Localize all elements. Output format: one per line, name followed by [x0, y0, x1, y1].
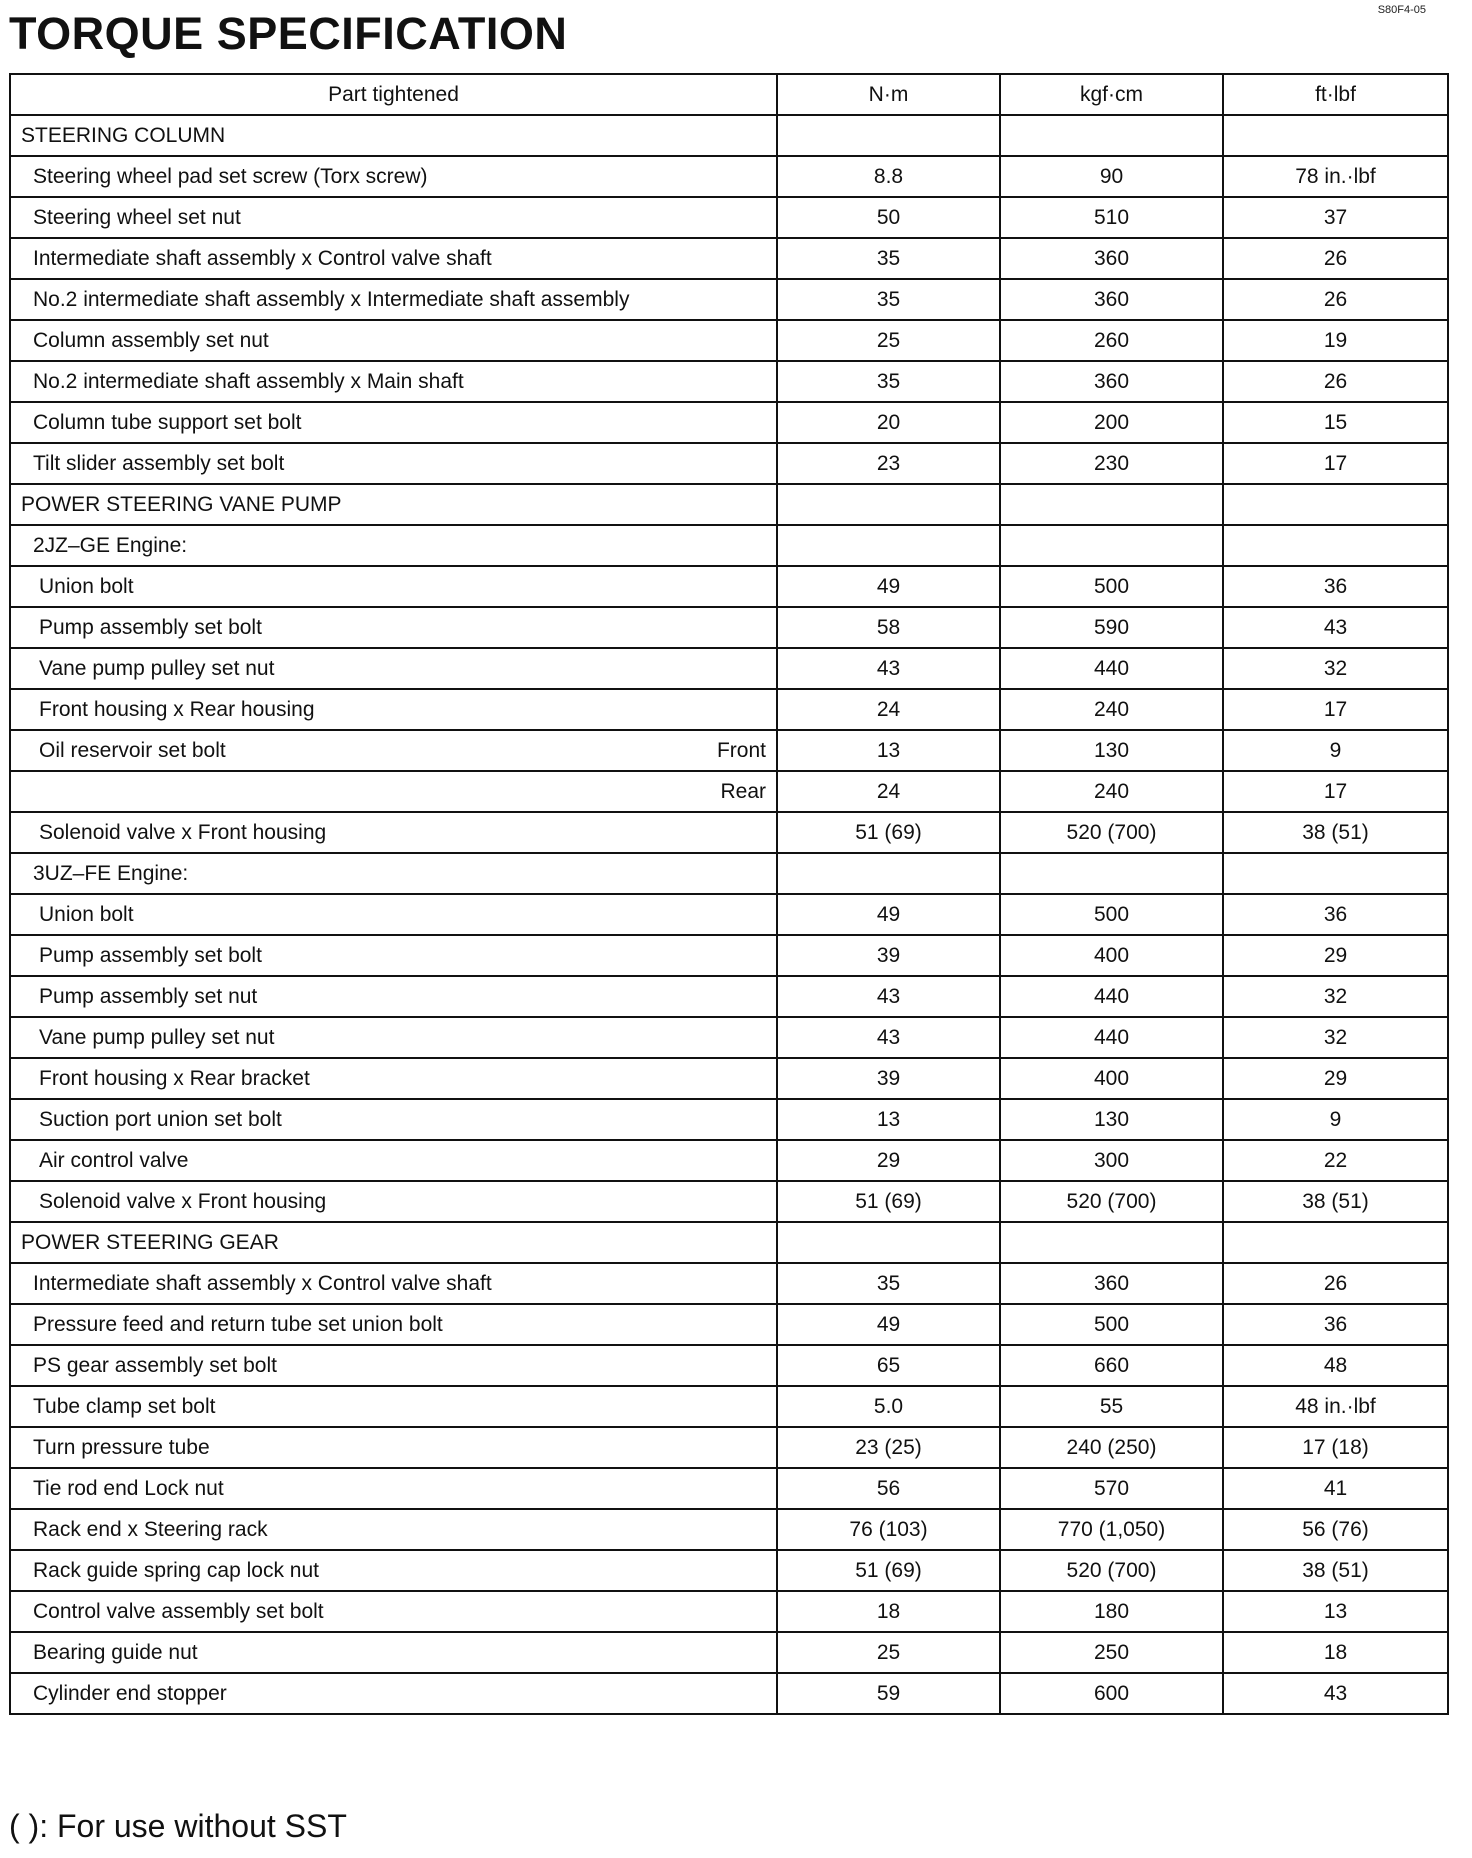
- part-cell: [10, 1058, 777, 1099]
- part-label: 2JZ–GE Engine:: [33, 533, 188, 557]
- ftlbf-cell: 36: [1223, 894, 1448, 935]
- kgfcm-cell: 520 (700): [1000, 812, 1223, 853]
- kgfcm-cell: 240 (250): [1000, 1427, 1223, 1468]
- table-row: [10, 1222, 1448, 1263]
- nm-cell: 76 (103): [777, 1509, 1000, 1550]
- part-label: Union bolt: [39, 902, 134, 926]
- part-label: Front housing x Rear housing: [39, 697, 315, 721]
- table-row: [10, 402, 1448, 443]
- part-cell: [10, 197, 777, 238]
- torque-spec-table: [9, 73, 1449, 1715]
- part-label: Pressure feed and return tube set union bolt: [33, 1312, 443, 1336]
- table-row: [10, 279, 1448, 320]
- table-row: [10, 1386, 1448, 1427]
- kgfcm-cell: 770 (1,050): [1000, 1509, 1223, 1550]
- nm-cell: 51 (69): [777, 1550, 1000, 1591]
- nm-cell: 24: [777, 689, 1000, 730]
- part-cell: [10, 1509, 777, 1550]
- ftlbf-cell: 38 (51): [1223, 1181, 1448, 1222]
- part-position: Rear: [720, 779, 766, 803]
- ftlbf-cell: 43: [1223, 1673, 1448, 1714]
- table-row: [10, 1181, 1448, 1222]
- kgfcm-cell: 520 (700): [1000, 1550, 1223, 1591]
- part-cell: [10, 402, 777, 443]
- kgfcm-cell: 510: [1000, 197, 1223, 238]
- kgfcm-cell: 130: [1000, 730, 1223, 771]
- table-row: [10, 1263, 1448, 1304]
- part-label: Air control valve: [39, 1148, 189, 1172]
- table-row: [10, 1345, 1448, 1386]
- table-row: [10, 1509, 1448, 1550]
- kgfcm-cell: 440: [1000, 1017, 1223, 1058]
- part-label: Tilt slider assembly set bolt: [33, 451, 285, 475]
- kgfcm-cell: 570: [1000, 1468, 1223, 1509]
- ftlbf-cell: 29: [1223, 935, 1448, 976]
- table-row: [10, 1591, 1448, 1632]
- ftlbf-cell: 29: [1223, 1058, 1448, 1099]
- ftlbf-cell: 19: [1223, 320, 1448, 361]
- header-nm: N·m: [777, 74, 1000, 115]
- part-cell: [10, 607, 777, 648]
- nm-cell: 18: [777, 1591, 1000, 1632]
- nm-cell: 13: [777, 730, 1000, 771]
- kgfcm-cell: 230: [1000, 443, 1223, 484]
- part-cell: [10, 1263, 777, 1304]
- part-label: Rack end x Steering rack: [33, 1517, 268, 1541]
- part-cell: [10, 1468, 777, 1509]
- part-label: 3UZ–FE Engine:: [33, 861, 189, 885]
- table-row: [10, 853, 1448, 894]
- part-cell: [10, 894, 777, 935]
- part-cell: [10, 320, 777, 361]
- table-row: [10, 1099, 1448, 1140]
- table-row: [10, 566, 1448, 607]
- table-row: [10, 689, 1448, 730]
- table-row: [10, 1017, 1448, 1058]
- nm-cell: 8.8: [777, 156, 1000, 197]
- ftlbf-cell: 38 (51): [1223, 812, 1448, 853]
- table-row: [10, 115, 1448, 156]
- part-label: STEERING COLUMN: [21, 123, 226, 147]
- part-label: Pump assembly set nut: [39, 984, 258, 1008]
- ftlbf-cell: 37: [1223, 197, 1448, 238]
- table-row: [10, 607, 1448, 648]
- part-cell: [10, 1304, 777, 1345]
- part-label: Control valve assembly set bolt: [33, 1599, 324, 1623]
- ftlbf-cell: 17 (18): [1223, 1427, 1448, 1468]
- nm-cell: 43: [777, 976, 1000, 1017]
- nm-cell: 59: [777, 1673, 1000, 1714]
- part-cell: [10, 238, 777, 279]
- ftlbf-cell: 56 (76): [1223, 1509, 1448, 1550]
- nm-cell: 43: [777, 648, 1000, 689]
- table-row: [10, 1673, 1448, 1714]
- nm-cell: 58: [777, 607, 1000, 648]
- table-row: [10, 197, 1448, 238]
- part-cell: [10, 1673, 777, 1714]
- part-cell: [10, 443, 777, 484]
- table-row: [10, 238, 1448, 279]
- part-label: Vane pump pulley set nut: [39, 1025, 275, 1049]
- kgfcm-cell: 400: [1000, 935, 1223, 976]
- table-row: [10, 361, 1448, 402]
- part-label: Steering wheel pad set screw (Torx screw): [33, 164, 428, 188]
- ftlbf-cell: 48 in.·lbf: [1223, 1386, 1448, 1427]
- table-row: [10, 894, 1448, 935]
- nm-cell: 25: [777, 320, 1000, 361]
- part-position: Front: [716, 738, 766, 762]
- nm-cell: 35: [777, 279, 1000, 320]
- part-cell: [10, 689, 777, 730]
- ftlbf-cell: 26: [1223, 238, 1448, 279]
- table-row: [10, 648, 1448, 689]
- part-cell: [10, 730, 777, 771]
- nm-cell: 23 (25): [777, 1427, 1000, 1468]
- table-row: [10, 976, 1448, 1017]
- ftlbf-cell: 32: [1223, 1017, 1448, 1058]
- nm-cell: [777, 1222, 1000, 1263]
- kgfcm-cell: [1000, 525, 1223, 566]
- ftlbf-cell: 26: [1223, 279, 1448, 320]
- header-ftlbf: ft·lbf: [1223, 74, 1448, 115]
- part-label: Rack guide spring cap lock nut: [33, 1558, 319, 1582]
- part-label: No.2 intermediate shaft assembly x Main shaft: [33, 369, 464, 393]
- nm-cell: 35: [777, 361, 1000, 402]
- nm-cell: 43: [777, 1017, 1000, 1058]
- nm-cell: 35: [777, 238, 1000, 279]
- header-kgf: kgf·cm: [1000, 74, 1223, 115]
- part-label: Tie rod end Lock nut: [33, 1476, 224, 1500]
- document-code: S80F4-05: [1377, 4, 1426, 16]
- part-label: Pump assembly set bolt: [39, 615, 262, 639]
- nm-cell: [777, 853, 1000, 894]
- table-header-row: [10, 74, 1448, 115]
- ftlbf-cell: [1223, 525, 1448, 566]
- ftlbf-cell: [1223, 484, 1448, 525]
- part-cell: [10, 279, 777, 320]
- kgfcm-cell: 590: [1000, 607, 1223, 648]
- part-label: No.2 intermediate shaft assembly x Intermediate shaft assembly: [33, 287, 630, 311]
- table-row: [10, 812, 1448, 853]
- part-cell: [10, 935, 777, 976]
- part-label: Intermediate shaft assembly x Control valve shaft: [33, 1271, 492, 1295]
- ftlbf-cell: 36: [1223, 1304, 1448, 1345]
- kgfcm-cell: [1000, 853, 1223, 894]
- kgfcm-cell: 360: [1000, 238, 1223, 279]
- table-row: [10, 525, 1448, 566]
- ftlbf-cell: 38 (51): [1223, 1550, 1448, 1591]
- kgfcm-cell: 240: [1000, 689, 1223, 730]
- part-cell: [10, 1140, 777, 1181]
- ftlbf-cell: 22: [1223, 1140, 1448, 1181]
- table-row: [10, 484, 1448, 525]
- table-row: [10, 320, 1448, 361]
- part-label: Oil reservoir set bolt: [39, 738, 226, 762]
- part-label: POWER STEERING VANE PUMP: [21, 492, 342, 516]
- part-cell: [10, 115, 777, 156]
- table-row: [10, 935, 1448, 976]
- part-label: Steering wheel set nut: [33, 205, 241, 229]
- nm-cell: [777, 115, 1000, 156]
- ftlbf-cell: 13: [1223, 1591, 1448, 1632]
- ftlbf-cell: [1223, 1222, 1448, 1263]
- nm-cell: 49: [777, 1304, 1000, 1345]
- part-cell: [10, 1017, 777, 1058]
- part-label: Solenoid valve x Front housing: [39, 820, 327, 844]
- nm-cell: 13: [777, 1099, 1000, 1140]
- kgfcm-cell: 130: [1000, 1099, 1223, 1140]
- nm-cell: 49: [777, 566, 1000, 607]
- table-row: [10, 156, 1448, 197]
- ftlbf-cell: [1223, 853, 1448, 894]
- nm-cell: 25: [777, 1632, 1000, 1673]
- part-label: Intermediate shaft assembly x Control valve shaft: [33, 246, 492, 270]
- table-row: [10, 443, 1448, 484]
- part-cell: [10, 484, 777, 525]
- part-cell: [10, 1386, 777, 1427]
- nm-cell: 56: [777, 1468, 1000, 1509]
- nm-cell: 51 (69): [777, 812, 1000, 853]
- kgfcm-cell: 600: [1000, 1673, 1223, 1714]
- kgfcm-cell: 260: [1000, 320, 1223, 361]
- part-cell: [10, 156, 777, 197]
- nm-cell: 24: [777, 771, 1000, 812]
- ftlbf-cell: 26: [1223, 1263, 1448, 1304]
- table-row: [10, 730, 1448, 771]
- part-cell: [10, 771, 777, 812]
- kgfcm-cell: 300: [1000, 1140, 1223, 1181]
- table-row: [10, 1632, 1448, 1673]
- part-label: POWER STEERING GEAR: [21, 1230, 279, 1254]
- part-label: Cylinder end stopper: [33, 1681, 227, 1705]
- nm-cell: 49: [777, 894, 1000, 935]
- ftlbf-cell: 36: [1223, 566, 1448, 607]
- part-label: Suction port union set bolt: [39, 1107, 282, 1131]
- table-row: [10, 1468, 1448, 1509]
- kgfcm-cell: 360: [1000, 1263, 1223, 1304]
- kgfcm-cell: 520 (700): [1000, 1181, 1223, 1222]
- nm-cell: 20: [777, 402, 1000, 443]
- part-label: Bearing guide nut: [33, 1640, 198, 1664]
- table-row: [10, 1058, 1448, 1099]
- nm-cell: 29: [777, 1140, 1000, 1181]
- table-row: [10, 1427, 1448, 1468]
- part-cell: [10, 853, 777, 894]
- kgfcm-cell: 250: [1000, 1632, 1223, 1673]
- part-cell: [10, 976, 777, 1017]
- page-title: TORQUE SPECIFICATION: [9, 8, 568, 59]
- part-label: Column assembly set nut: [33, 328, 269, 352]
- kgfcm-cell: 180: [1000, 1591, 1223, 1632]
- kgfcm-cell: 55: [1000, 1386, 1223, 1427]
- ftlbf-cell: 15: [1223, 402, 1448, 443]
- kgfcm-cell: [1000, 1222, 1223, 1263]
- part-cell: [10, 361, 777, 402]
- part-label: Column tube support set bolt: [33, 410, 302, 434]
- nm-cell: 50: [777, 197, 1000, 238]
- nm-cell: 5.0: [777, 1386, 1000, 1427]
- footnote: ( ): For use without SST: [9, 1808, 347, 1844]
- nm-cell: [777, 484, 1000, 525]
- ftlbf-cell: [1223, 115, 1448, 156]
- nm-cell: [777, 525, 1000, 566]
- kgfcm-cell: 400: [1000, 1058, 1223, 1099]
- ftlbf-cell: 41: [1223, 1468, 1448, 1509]
- table-row: [10, 1140, 1448, 1181]
- kgfcm-cell: 360: [1000, 279, 1223, 320]
- nm-cell: 35: [777, 1263, 1000, 1304]
- part-cell: [10, 1591, 777, 1632]
- kgfcm-cell: 500: [1000, 894, 1223, 935]
- part-cell: [10, 566, 777, 607]
- table-row: [10, 1304, 1448, 1345]
- part-cell: [10, 1181, 777, 1222]
- ftlbf-cell: 17: [1223, 771, 1448, 812]
- part-cell: [10, 812, 777, 853]
- nm-cell: 39: [777, 1058, 1000, 1099]
- nm-cell: 65: [777, 1345, 1000, 1386]
- part-cell: [10, 648, 777, 689]
- table-row: [10, 1550, 1448, 1591]
- ftlbf-cell: 26: [1223, 361, 1448, 402]
- nm-cell: 39: [777, 935, 1000, 976]
- kgfcm-cell: 660: [1000, 1345, 1223, 1386]
- kgfcm-cell: 500: [1000, 566, 1223, 607]
- table-row: [10, 771, 1448, 812]
- ftlbf-cell: 17: [1223, 689, 1448, 730]
- part-cell: [10, 1427, 777, 1468]
- part-label: Pump assembly set bolt: [39, 943, 262, 967]
- part-label: PS gear assembly set bolt: [33, 1353, 277, 1377]
- kgfcm-cell: 90: [1000, 156, 1223, 197]
- kgfcm-cell: [1000, 115, 1223, 156]
- ftlbf-cell: 9: [1223, 1099, 1448, 1140]
- ftlbf-cell: 48: [1223, 1345, 1448, 1386]
- nm-cell: 23: [777, 443, 1000, 484]
- ftlbf-cell: 9: [1223, 730, 1448, 771]
- kgfcm-cell: 500: [1000, 1304, 1223, 1345]
- part-cell: [10, 1222, 777, 1263]
- table-body: [10, 115, 1448, 1714]
- ftlbf-cell: 43: [1223, 607, 1448, 648]
- header-part: Part tightened: [10, 74, 777, 115]
- part-cell: [10, 1345, 777, 1386]
- part-cell: [10, 1550, 777, 1591]
- ftlbf-cell: 17: [1223, 443, 1448, 484]
- ftlbf-cell: 32: [1223, 648, 1448, 689]
- ftlbf-cell: 32: [1223, 976, 1448, 1017]
- part-label: Solenoid valve x Front housing: [39, 1189, 327, 1213]
- part-label: Union bolt: [39, 574, 134, 598]
- part-label: Vane pump pulley set nut: [39, 656, 275, 680]
- kgfcm-cell: 200: [1000, 402, 1223, 443]
- ftlbf-cell: 78 in.·lbf: [1223, 156, 1448, 197]
- kgfcm-cell: 440: [1000, 648, 1223, 689]
- kgfcm-cell: 440: [1000, 976, 1223, 1017]
- kgfcm-cell: 360: [1000, 361, 1223, 402]
- ftlbf-cell: 18: [1223, 1632, 1448, 1673]
- part-cell: [10, 1632, 777, 1673]
- part-label: Turn pressure tube: [33, 1435, 210, 1459]
- part-cell: [10, 525, 777, 566]
- part-label: Front housing x Rear bracket: [39, 1066, 310, 1090]
- nm-cell: 51 (69): [777, 1181, 1000, 1222]
- kgfcm-cell: [1000, 484, 1223, 525]
- part-label: Tube clamp set bolt: [33, 1394, 216, 1418]
- part-cell: [10, 1099, 777, 1140]
- kgfcm-cell: 240: [1000, 771, 1223, 812]
